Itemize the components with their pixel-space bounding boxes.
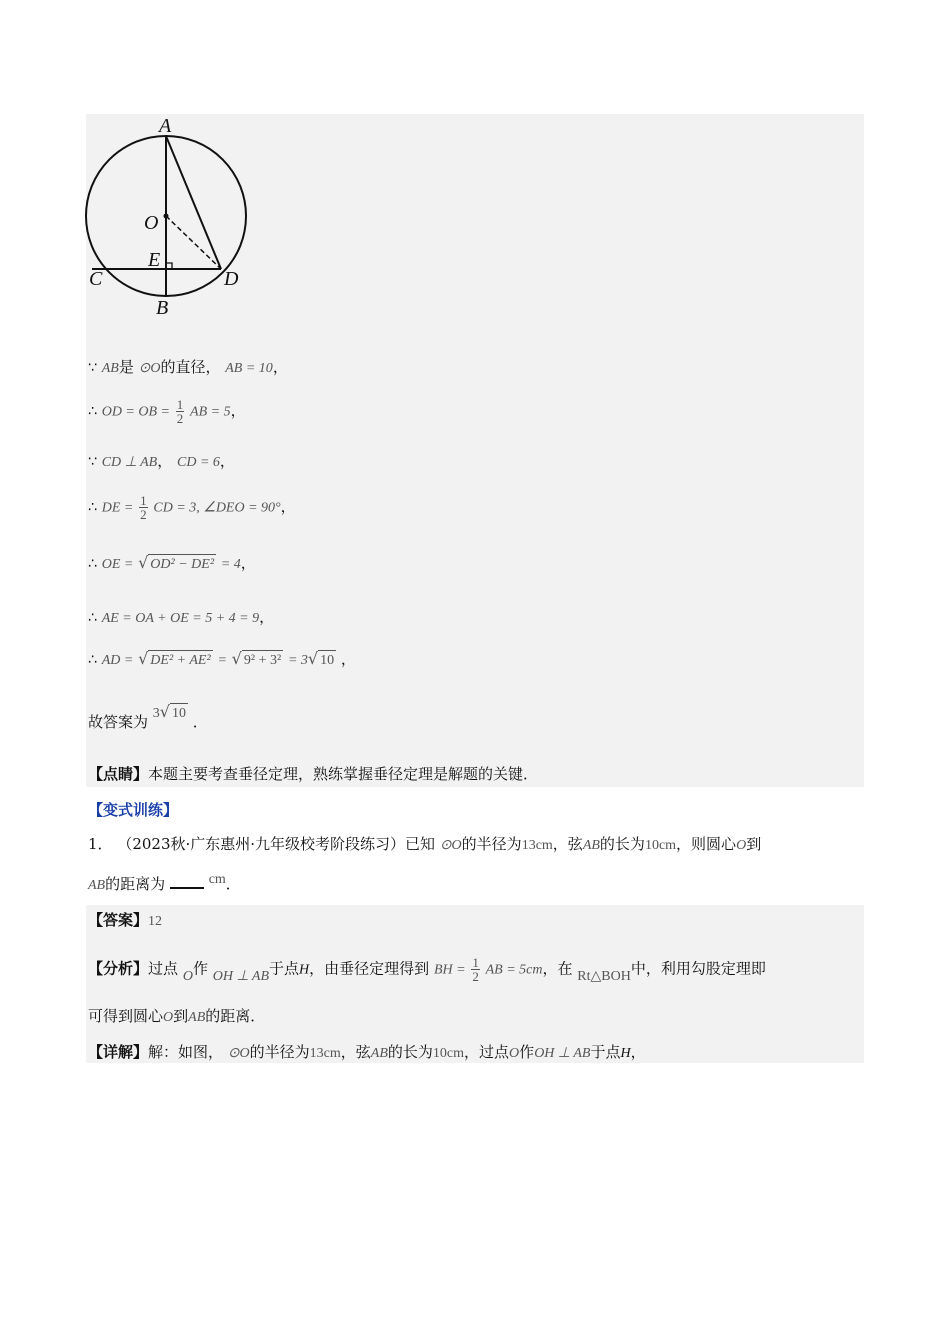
math: DE = xyxy=(101,500,134,516)
detail-line xyxy=(88,1042,646,1064)
text: 故答案为 xyxy=(88,713,149,731)
comment-line xyxy=(88,764,538,784)
text: 于点 xyxy=(590,1043,621,1061)
math-ab-eq: AB = 10 xyxy=(225,361,273,376)
label-e: E xyxy=(148,249,161,271)
text: 中，利用勾股定理即 xyxy=(630,959,766,978)
text: 的长为 xyxy=(387,1043,433,1061)
circle-figure xyxy=(80,112,260,322)
label-d: D xyxy=(224,268,239,290)
fraction-half: $\frac{1}{2}$ xyxy=(176,397,184,426)
comment-text: 本题主要考查垂径定理，熟练掌握垂径定理是解题的关键． xyxy=(148,765,539,783)
math: O xyxy=(509,1046,520,1061)
question-1-line-2 xyxy=(88,873,241,896)
text: ，弦 xyxy=(552,835,583,853)
comment-tag: 【点睛】 xyxy=(88,765,149,783)
answer-background xyxy=(86,905,864,1063)
text: ， xyxy=(259,608,275,626)
math: H xyxy=(299,962,310,978)
math: = 4 xyxy=(220,557,241,572)
answer-value: 3√ 10 xyxy=(153,703,188,721)
text: ， xyxy=(157,452,173,470)
math: O xyxy=(736,838,747,853)
radicand: 9² + 3² xyxy=(242,650,283,671)
label-c: C xyxy=(89,268,103,290)
math: = xyxy=(217,653,227,668)
text: 的长为 xyxy=(599,835,645,853)
math: AB xyxy=(188,1010,206,1025)
segment-ad xyxy=(166,136,221,269)
math: AB = 5 xyxy=(190,404,231,420)
math-circle-o: ⊙O xyxy=(439,838,462,853)
text: ． xyxy=(225,875,241,893)
math: O xyxy=(182,968,193,984)
text: ， xyxy=(272,358,288,376)
text: 的距离为 xyxy=(105,875,166,893)
label-b: B xyxy=(156,297,169,319)
math: CD = 3, ∠DEO = 90° xyxy=(153,500,281,516)
solution-line-5 xyxy=(88,553,256,575)
text: 于点 xyxy=(269,959,300,978)
text: ，弦 xyxy=(340,1043,371,1061)
text: 到 xyxy=(746,835,762,853)
solution-line-6 xyxy=(88,607,274,629)
because-symbol: ∵ xyxy=(88,454,97,470)
math: = 3 xyxy=(287,653,308,668)
radical-sign: √ xyxy=(138,553,149,572)
math: 10cm xyxy=(432,1046,465,1061)
text: ， xyxy=(630,1043,646,1061)
math: CD = 6 xyxy=(177,455,220,470)
math: OH ⊥ AB xyxy=(212,968,270,984)
math: O xyxy=(163,1010,174,1025)
text: ，在 xyxy=(542,959,573,978)
text: 可得到圆心 xyxy=(88,1007,164,1025)
unit: cm xyxy=(208,872,226,887)
therefore-symbol: ∴ xyxy=(88,556,97,572)
therefore-symbol: ∴ xyxy=(88,499,97,516)
math: OE = xyxy=(101,557,134,572)
math: OD = OB = xyxy=(101,404,170,420)
math: 13cm xyxy=(521,838,553,853)
text: ，过点 xyxy=(464,1043,510,1061)
therefore-symbol: ∴ xyxy=(88,403,97,420)
math: AB = 5cm xyxy=(485,962,543,978)
math: CD ⊥ AB xyxy=(101,455,158,470)
text: （2023秋·广东惠州·九年级校考阶段练习）已知 xyxy=(117,835,436,853)
answer-tag: 【答案】 xyxy=(88,911,149,929)
label-a: A xyxy=(159,115,172,137)
math: 10cm xyxy=(644,838,677,853)
text: ， xyxy=(340,650,356,668)
variant-header: 【变式训练】 xyxy=(88,801,179,819)
question-1-line-1 xyxy=(88,834,761,856)
solution-line-3 xyxy=(88,451,235,473)
math: AB xyxy=(370,1046,388,1061)
analysis-tag: 【分析】 xyxy=(88,959,149,978)
text: ，则圆心 xyxy=(676,835,737,853)
math-ab: AB xyxy=(101,361,119,376)
center-point xyxy=(164,214,169,219)
math: OH ⊥ AB xyxy=(534,1046,591,1061)
therefore-symbol: ∴ xyxy=(88,610,97,626)
solution-line-1 xyxy=(88,357,288,379)
radicand: OD² − DE² xyxy=(148,554,216,575)
fraction-half: $\frac{1}{2}$ xyxy=(472,955,479,984)
therefore-symbol: ∴ xyxy=(88,652,97,668)
math-circle-o: ⊙O xyxy=(227,1046,250,1061)
radicand: 10 xyxy=(318,650,336,671)
segment-od-dashed xyxy=(166,216,221,269)
text: 作 xyxy=(192,959,208,978)
math: 13cm xyxy=(309,1046,341,1061)
solution-line-4 xyxy=(88,494,296,521)
text: 过点 xyxy=(148,959,179,978)
math: H xyxy=(620,1046,631,1061)
math: AD = xyxy=(101,653,134,668)
solution-line-2 xyxy=(88,398,246,425)
math: AE = OA + OE = 5 + 4 = 9 xyxy=(101,611,260,626)
text: 的半径为 xyxy=(249,1043,310,1061)
radical-sign: √ xyxy=(307,649,319,668)
radical-sign: √ xyxy=(231,649,242,668)
math: AB xyxy=(88,878,106,893)
answer-line xyxy=(88,702,208,734)
answer-12-line xyxy=(88,910,162,932)
radicand: DE² + AE² xyxy=(148,650,212,671)
math: AB xyxy=(582,838,600,853)
text: ， xyxy=(240,554,256,572)
fraction-half: $\frac{1}{2}$ xyxy=(140,493,147,522)
text: 是 xyxy=(118,358,134,376)
answer-value: 12 xyxy=(148,914,163,929)
radical-sign: √ xyxy=(138,649,149,668)
text: ，由垂径定理得到 xyxy=(309,959,430,978)
analysis-line-1 xyxy=(88,956,766,983)
text: ， xyxy=(219,452,235,470)
question-number: 1． xyxy=(88,835,113,853)
text: 作 xyxy=(519,1043,535,1061)
detail-tag: 【详解】 xyxy=(88,1043,149,1061)
text: ， xyxy=(230,401,246,420)
text: 的距离． xyxy=(205,1007,266,1025)
math-circle-o: ⊙O xyxy=(138,361,161,376)
math: BH = xyxy=(433,962,466,978)
label-o: O xyxy=(144,212,159,234)
text: 到 xyxy=(173,1007,189,1025)
text: ， xyxy=(280,497,296,516)
math: Rt△BOH xyxy=(577,968,631,984)
analysis-line-2 xyxy=(88,1006,265,1028)
because-symbol: ∵ xyxy=(88,360,97,376)
text: 的直径， xyxy=(160,358,221,376)
text: 的半径为 xyxy=(461,835,522,853)
text: ． xyxy=(192,713,208,731)
answer-blank[interactable] xyxy=(170,873,204,889)
text: 解：如图， xyxy=(148,1043,224,1061)
solution-line-7 xyxy=(88,649,356,671)
